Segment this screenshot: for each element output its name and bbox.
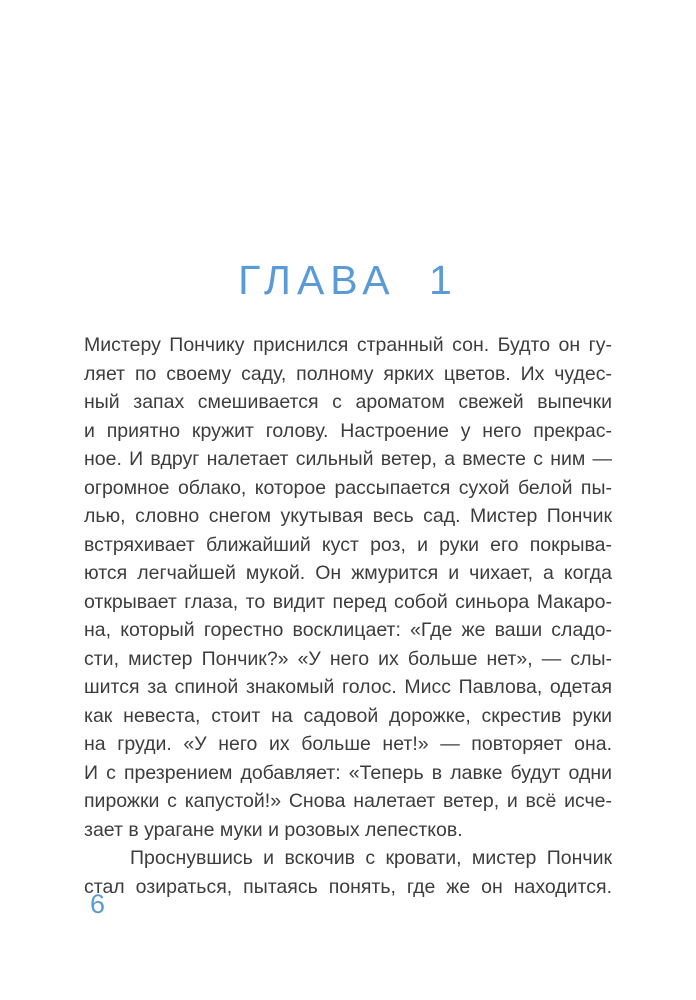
text-line: ляет по своему саду, полному ярких цветов. Их чудес- [84, 362, 612, 385]
text-line: зает в урагане муки и розовых лепестков. [84, 818, 463, 841]
text-line: как невеста, стоит на садовой дорожке, скрестив руки [84, 704, 612, 727]
text-line: ный запах смешивается с ароматом свежей выпечки [84, 391, 612, 413]
text-line: встряхивает ближайший куст роз, и руки его покрыва- [84, 533, 612, 556]
chapter-heading: ГЛАВА 1 [238, 257, 458, 303]
text-line: пирожки с капустой!» Снова налетает ветер, и всё исче- [84, 790, 612, 812]
text-line: И с презрением добавляет: «Теперь в лавке будут одни [84, 761, 612, 784]
text-line: сти, мистер Пончик?» «У него их больше нет», — слы- [84, 647, 612, 670]
text-line: на, который горестно восклицает: «Где же ваши сладо- [84, 619, 612, 641]
text-line: и приятно кружит голову. Настроение у него прекрас- [84, 419, 612, 442]
page-number: 6 [90, 889, 106, 919]
text-line: лью, словно снегом укутывая весь сад. Мистер Пончик [84, 505, 612, 527]
text-line: огромное облако, которое рассыпается сухой белой пы- [84, 476, 612, 499]
body-text [84, 331, 612, 901]
text-line: Проснувшись и вскочив с кровати, мистер Пончик [130, 847, 612, 869]
text-line: Мистеру Пончику приснился странный сон. Будто он гу- [84, 334, 612, 356]
text-line: стал озираться, пытаясь понять, где же он находится. [84, 875, 612, 898]
text-line: ное. И вдруг налетает сильный ветер, а вместе с ним — [84, 448, 612, 470]
text-line: открывает глаза, то видит перед собой синьора Макаро- [84, 590, 612, 613]
text-line: ются легчайшей мукой. Он жмурится и чихает, а когда [84, 562, 612, 584]
text-line: на груди. «У него их больше нет!» — повторяет она. [84, 733, 612, 755]
text-line: шится за спиной знакомый голос. Мисс Павлова, одетая [84, 676, 612, 698]
